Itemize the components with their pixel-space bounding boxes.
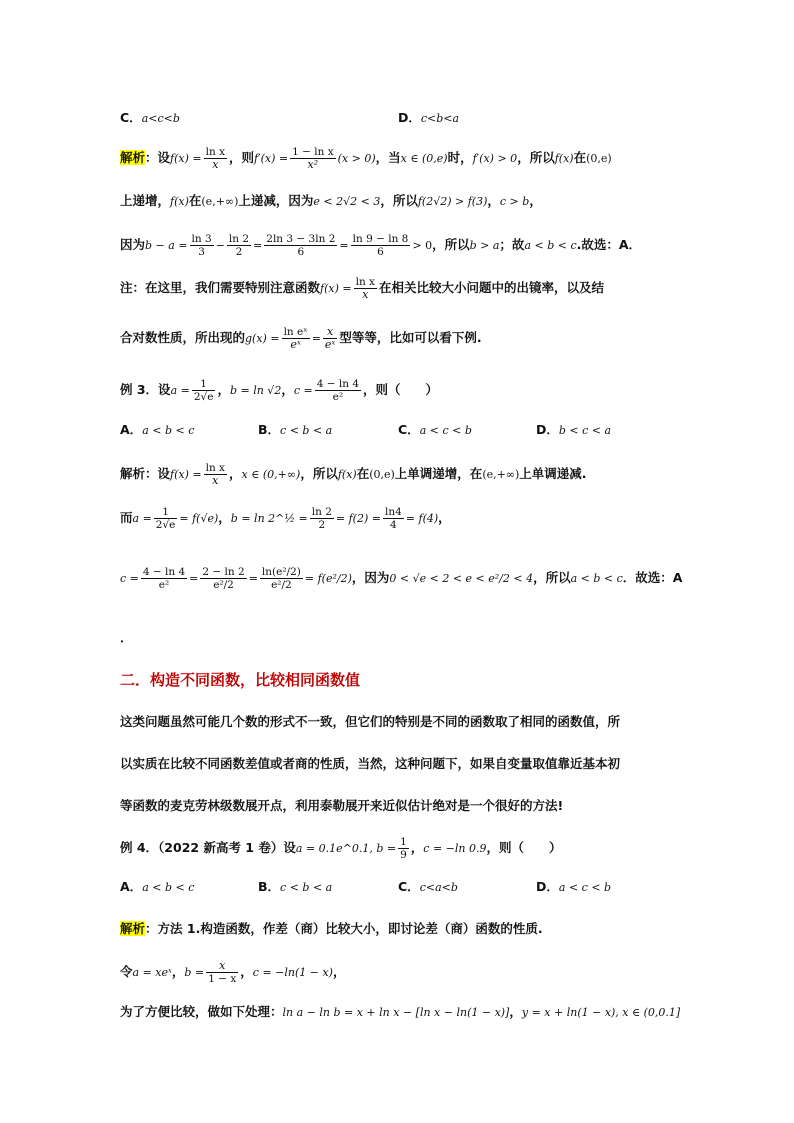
example3-option-b: B．c < b < a [258,422,333,437]
solution3-line1: 解析：设f(x) = $\frac{\text{ln x}}{x}$ ，x ∈ (0,+∞)，所以f(x)在(0,e)上单调递增，在(e,+∞)上单调递减. [120,462,587,487]
solution1-line3: 因为b − a = $\frac{\ln 3}{3}$ − $\frac{\ln 2}{2}$ = $\frac{2\ln 3 - 3\ln 2}{6}$ = $\frac{\ln 9 - \ln 8}{6}$ > 0，所以b > a；故a < b < c.故选：A． [120,233,642,258]
example3-option-a: A．a < b < c [120,422,195,437]
paragraph-line1: 这类问题虽然可能几个数的形式不一致，但它们的特别是不同的函数取了相同的函数值，所 [120,714,621,729]
note-line1: 注：在这里，我们需要特别注意函数f(x) = $\frac{\text{ln x}}{x}$ 在相关比较大小问题中的出镜率，以及结 [120,276,604,301]
example3-question: 例 3．设a = $\frac{1}{2√e}$ ，b = ln √2，c = $\frac{4 - \ln 4}{\text{e²}}$ ，则（ ） [120,378,439,403]
solution3-line3: c = $\frac{4 - \ln 4}{\text{e²}}$ = $\frac{2 - \ln 2}{\text{e²/2}}$ = $\frac{\text{ln(e²/2)}}{\text{e²/2}}$ = f(e²/2)，因为0 < √e < 2 < e < e²/2 < 4，所以a < b < c．故选：A [120,566,683,591]
solution3-line2: 而a = $\frac{1}{2√e}$ = f(√e)，b = ln 2^½ = $\frac{\ln 2}{2}$ = f(2) = $\frac{\ln 4}{4}$ = f(4)， [120,506,451,531]
section-heading: 二．构造不同函数，比较相同函数值 [120,671,361,689]
example3-option-d: D．b < c < a [536,422,612,437]
example3-option-c: C．a < c < b [398,422,472,437]
solution3-line4: ． [120,630,133,645]
example4-option-c: C．c<a<b [398,879,458,894]
paragraph-line3: 等函数的麦克劳林级数展开点，利用泰勒展开来近似估计绝对是一个很好的方法! [120,798,564,813]
paragraph-line2: 以实质在比较不同函数差值或者商的性质，当然，这种问题下，如果自变量取值靠近基本初 [120,756,621,771]
option-d: D．c<b<a [398,110,460,125]
solution1-line1: 解析：设f(x) = $\frac{\text{ln x}}{x}$ ，则f′(x) = $\frac{\text{1 − ln x}}{\text{x²}}$ (x > 0)，当x ∈ (0,e)时，f′(x) > 0，所以f(x)在(0,e) [120,146,612,171]
example4-option-b: B．c < b < a [258,879,333,894]
analysis-tag: 解析 [120,150,146,165]
analysis-tag: 解析 [120,921,146,936]
note-line2: 合对数性质，所出现的g(x) = $\frac{\text{ln eˣ}}{\text{eˣ}}$ = $\frac{x}{\text{eˣ}}$ 型等等，比如可以看下例. [120,325,482,351]
solution4-line2: 令a = xeˣ，b = $\frac{x}{1 - x}$ ，c = −ln(1 − x)， [120,959,346,985]
solution4-line3: 为了方便比较，做如下处理：ln a − ln b = x + ln x − [ln x − ln(1 − x)]，y = x + ln(1 − x), x ∈ (0,0.1] [120,1004,681,1019]
example4-option-d: D．a < c < b [536,879,612,894]
option-c: C．a<c<b [120,110,180,125]
fraction: $\frac{\text{ln x}}{x}$ [205,146,225,171]
solution1-line2: 上递增，f(x)在(e,+∞)上递减，因为e < 2√2 < 3，所以f(2√2) > f(3)，c > b， [120,193,542,208]
example4-option-a: A．a < b < c [120,879,195,894]
solution4-line1: 解析：方法 1.构造函数，作差（商）比较大小，即讨论差（商）函数的性质. [120,921,543,936]
example4-question: 例 4．（2022 新高考 1 卷）设a = 0.1e^0.1, b = $\frac{1}{9}$ ，c = −ln 0.9，则（ ） [120,836,562,861]
